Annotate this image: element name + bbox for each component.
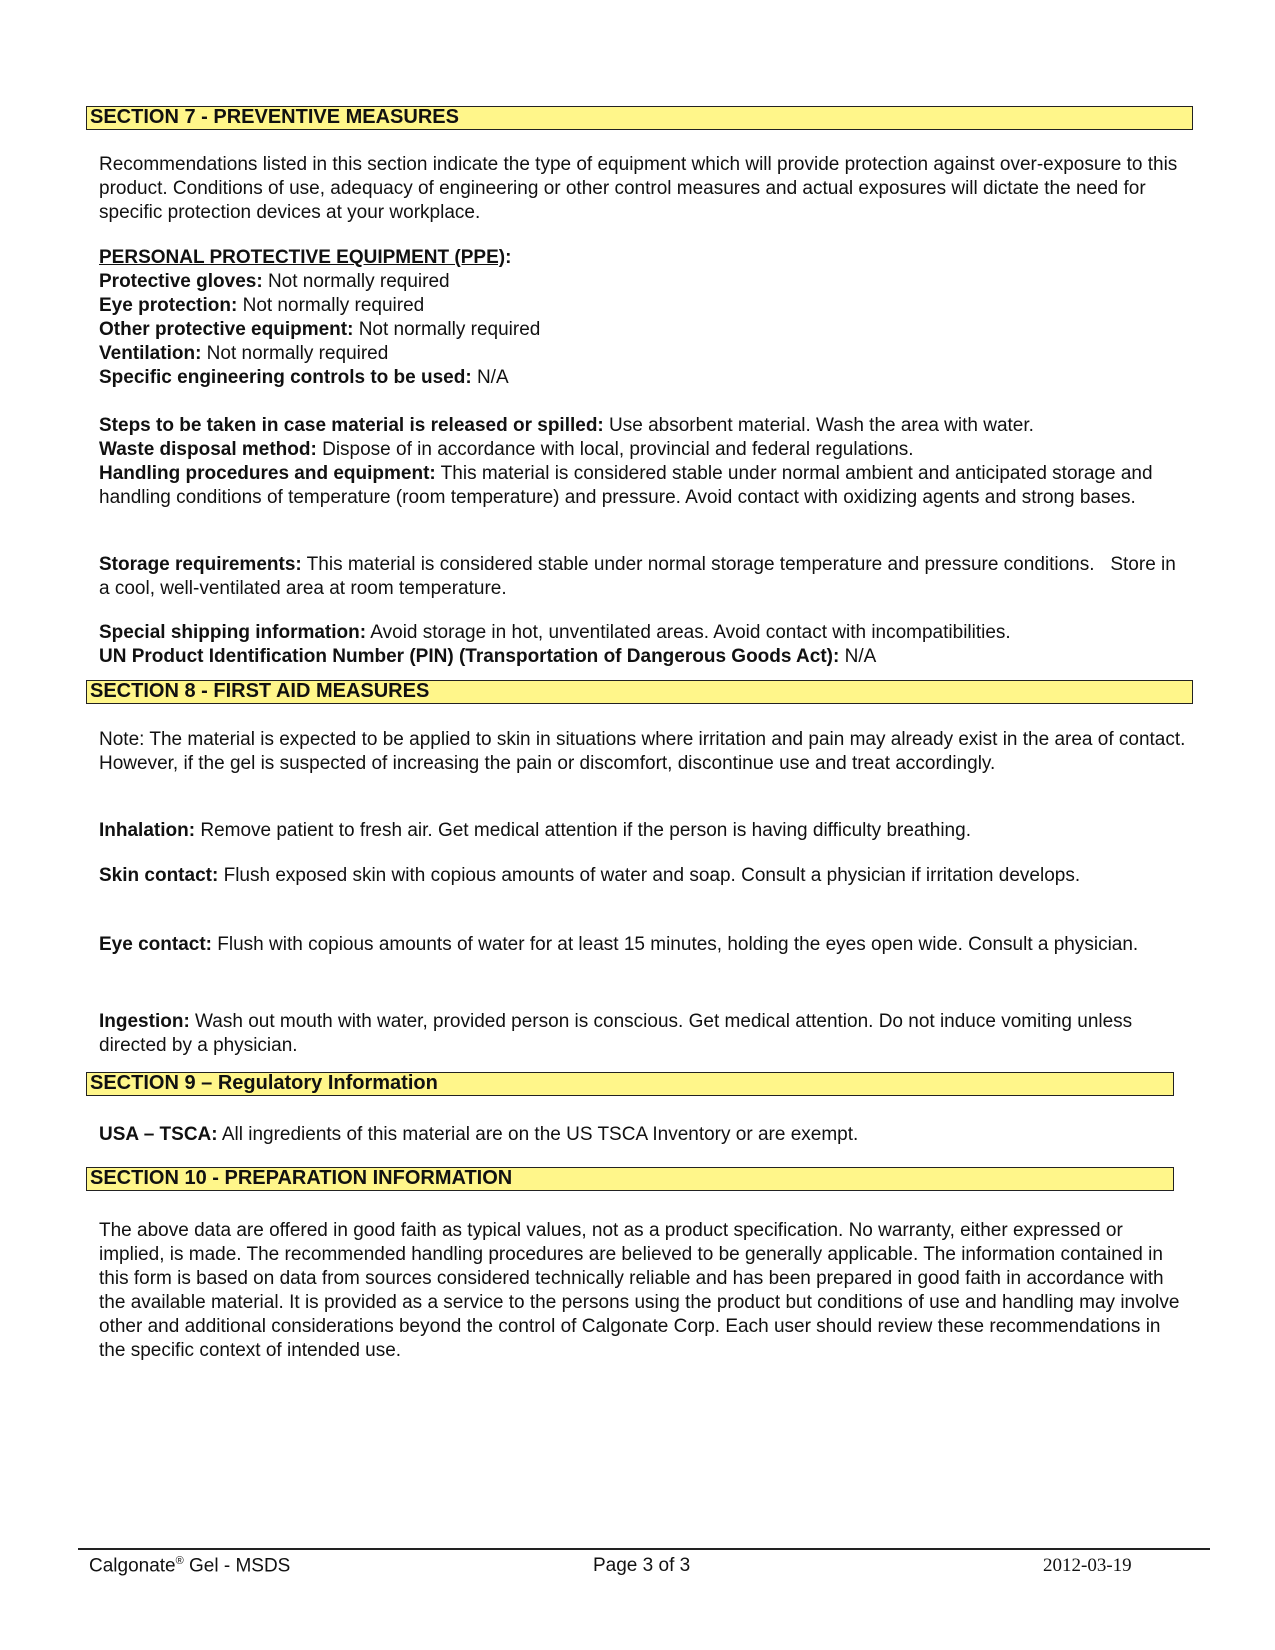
storage-requirements: Storage requirements: This material is considered stable under normal storage temperature and pressure conditions. Store in a cool, well-ventilated area at room temperature. bbox=[99, 554, 1182, 599]
shipping-info: Special shipping information: Avoid storage in hot, unventilated areas. Avoid contact with incompatibilities. bbox=[99, 622, 1011, 643]
footer-divider bbox=[78, 1548, 1210, 1550]
waste-disposal: Waste disposal method: Dispose of in accordance with local, provincial and federal regulations. bbox=[99, 439, 914, 460]
ppe-item-other: Other protective equipment: Not normally required bbox=[99, 319, 541, 340]
ppe-block bbox=[99, 246, 1189, 390]
ppe-item-gloves: Protective gloves: Not normally required bbox=[99, 271, 450, 292]
section-9-heading: SECTION 9 – Regulatory Information bbox=[86, 1072, 1174, 1096]
spill-steps: Steps to be taken in case material is released or spilled: Use absorbent material. Wash the area with water. bbox=[99, 415, 1034, 436]
ppe-item-eye: Eye protection: Not normally required bbox=[99, 295, 425, 316]
inhalation: Inhalation: Remove patient to fresh air. Get medical attention if the person is having difficulty breathing. bbox=[99, 820, 971, 841]
ppe-item-engineering: Specific engineering controls to be used: N/A bbox=[99, 367, 509, 388]
section-10-heading: SECTION 10 - PREPARATION INFORMATION bbox=[86, 1167, 1174, 1191]
footer-page-number: Page 3 of 3 bbox=[593, 1555, 691, 1576]
shipping-block bbox=[99, 621, 1189, 669]
intro-text: Recommendations listed in this section indicate the type of equipment which will provide protection against over-exposure to this product. Conditions of use, adequacy of engineering or other control measures and actual exposures will dictate the need for specific protection devices at your workplace. bbox=[99, 154, 1178, 223]
preparation-text: The above data are offered in good faith as typical values, not as a product specification. No warranty, either expressed or implied, is made. The recommended handling procedures are believed to be generally applicable. The information contained in this form is based on data from sources considered technically reliable and has been prepared in good faith in accordance with the available material. It is provided as a service to the persons using the product but conditions of use and handling may involve other and additional considerations beyond the control of Calgonate Corp. Each user should review these recommendations in the specific context of intended use. bbox=[99, 1220, 1180, 1361]
ppe-heading: PERSONAL PROTECTIVE EQUIPMENT (PPE) bbox=[99, 247, 506, 268]
section-8-heading: SECTION 8 - FIRST AID MEASURES bbox=[86, 680, 1193, 704]
skin-contact: Skin contact: Flush exposed skin with copious amounts of water and soap. Consult a physician if irritation develops. bbox=[99, 865, 1081, 886]
handling-procedures: Handling procedures and equipment: This material is considered stable under normal ambient and anticipated storage and handling conditions of temperature (room temperature) and pressure. Avoid contact with oxidizing agents and strong bases. bbox=[99, 463, 1153, 508]
footer-product: Calgonate® Gel - MSDS bbox=[89, 1555, 291, 1577]
ingestion: Ingestion: Wash out mouth with water, provided person is conscious. Get medical attention. Do not induce vomiting unless directed by a physician. bbox=[99, 1011, 1133, 1056]
section-7-intro bbox=[99, 153, 1189, 225]
ppe-heading-colon: : bbox=[505, 247, 512, 268]
spill-handling-block bbox=[99, 414, 1189, 510]
first-aid-note: Note: The material is expected to be applied to skin in situations where irritation and pain may already exist in the area of contact. However, if the gel is suspected of increasing the pain or discomfort, discontinue use and treat accordingly. bbox=[99, 729, 1186, 774]
tsca: USA – TSCA: All ingredients of this material are on the US TSCA Inventory or are exempt. bbox=[99, 1124, 859, 1145]
un-pin: UN Product Identification Number (PIN) (Transportation of Dangerous Goods Act): N/A bbox=[99, 646, 877, 667]
storage-block bbox=[99, 553, 1189, 601]
eye-contact: Eye contact: Flush with copious amounts of water for at least 15 minutes, holding the eyes open wide. Consult a physician. bbox=[99, 934, 1139, 955]
footer-date: 2012-03-19 bbox=[1043, 1555, 1132, 1576]
section-7-heading: SECTION 7 - PREVENTIVE MEASURES bbox=[86, 106, 1193, 130]
ppe-item-ventilation: Ventilation: Not normally required bbox=[99, 343, 389, 364]
